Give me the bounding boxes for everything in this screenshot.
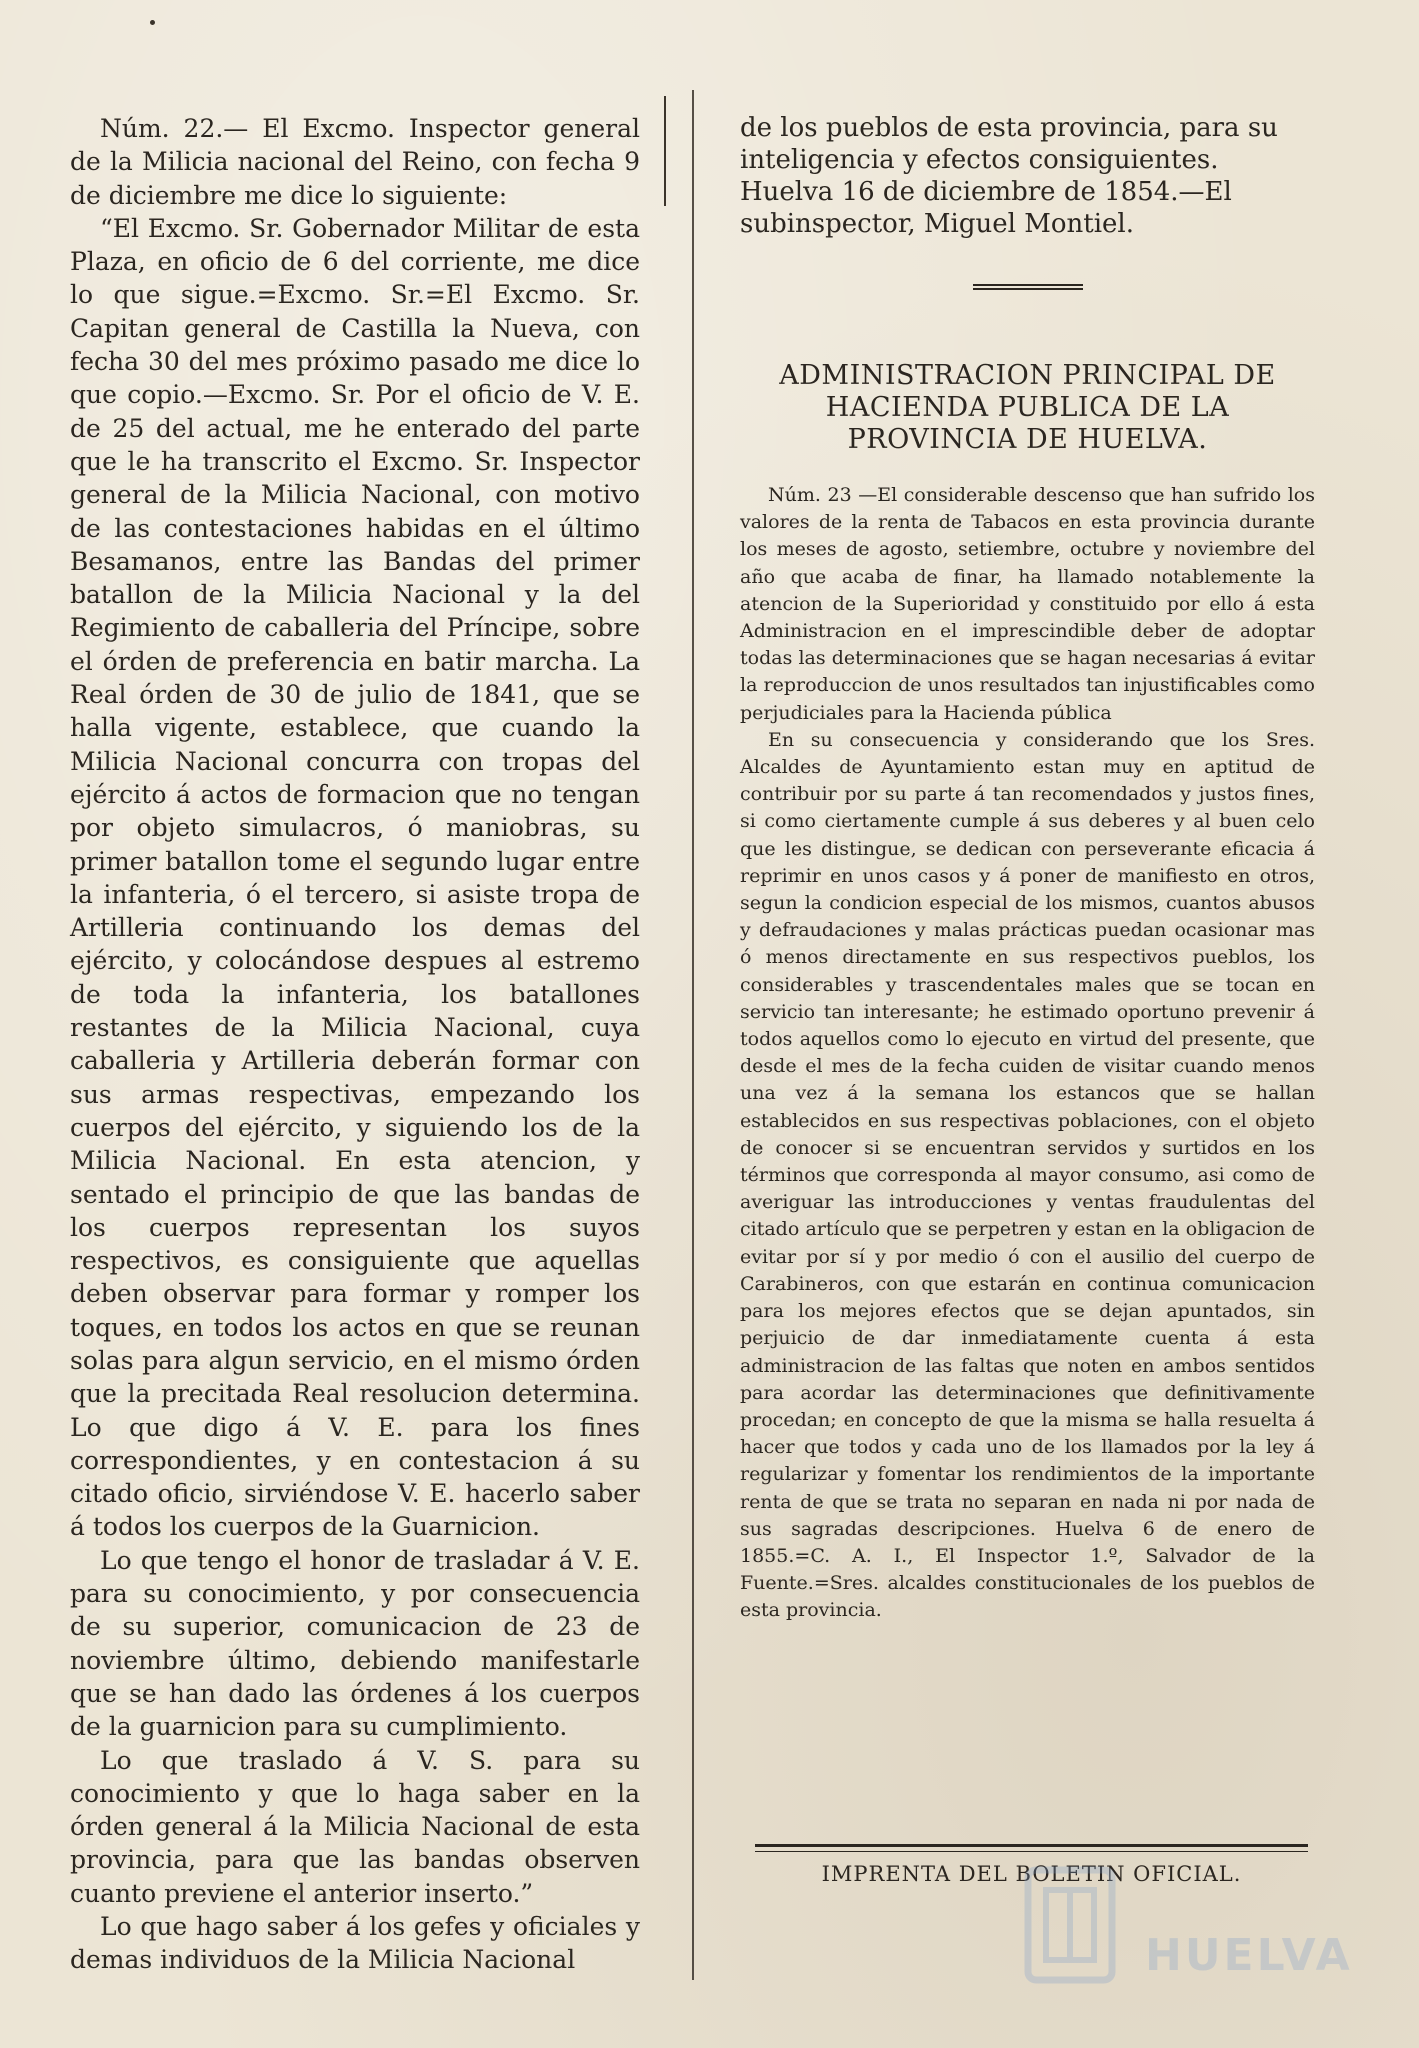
section-title: ADMINISTRACION PRINCIPAL DE HACIENDA PUBLICA DE LA PROVINCIA DE HUELVA. xyxy=(779,360,1276,455)
article-22-body: “El Excmo. Sr. Gobernador Militar de esta Plaza, en oficio de 6 del corriente, me dice lo que sigue.=Excmo. Sr.=El Excmo. Sr. Capitan general de Castilla la Nueva, con fecha 30 del mes próximo pasado me dice lo que copio.—Excmo. Sr. Por el oficio de V. E. de 25 del actual, me he enterado del parte que le ha transcrito el Excmo. Sr. Inspector general de la Milicia Nacional, con motivo de las contestaciones habidas en el último Besamanos, entre las Bandas del primer batallon de la Milicia Nacional y la del Regimiento de caballeria del Príncipe, sobre el órden de preferencia en batir marcha. La Real órden de 30 de julio de 1841, que se halla vigente, establece, que cuando la Milicia Nacional concurra con tropas del ejército á actos de formacion que no tengan por objeto simulacros, ó maniobras, su primer batallon tome el segundo lugar entre la infanteria, ó el tercero, si asiste tropa de Artilleria continuando los demas del ejército, y colocándose despues al estremo de toda la infanteria, los batallones restantes de la Milicia Nacional, cuya caballeria y Artilleria deberán formar con sus armas respectivas, empezando los cuerpos del ejército, y siguiendo los de la Milicia Nacional. En esta atencion, y sentado el principio de que las bandas de los cuerpos representan los suyos respectivos, es consiguiente que aquellas deben observar para formar y romper los toques, en todos los actos en que se reunan solas para algun servicio, en el mismo órden que la precitada Real resolucion determina. Lo que digo á V. E. para los fines correspondientes, y en contestacion á su citado oficio, sirviéndose V. E. hacerlo saber á todos los cuerpos de la Guarnicion. xyxy=(70,213,640,1542)
article-22-transfer: Lo que tengo el honor de trasladar á V. E. para su conocimiento, y por consecuencia de su superior, comunicacion de 23 de noviembre último, debiendo manifestarle que se han dado las órdenes á los cuerpos de la guarnicion para su cumplimiento. xyxy=(70,1545,640,1742)
article-22-intro: Núm. 22.— El Excmo. Inspector general de la Milicia nacional del Reino, con fecha 9 de diciembre me dice lo siguiente: xyxy=(70,114,640,210)
watermark-text: HUELVA xyxy=(1145,1930,1353,1981)
article-22-continuation: de los pueblos de esta provincia, para su inteligencia y efectos consiguientes. Huelva 16 de diciembre de 1854.—El subinspector, Miguel Montiel. xyxy=(740,113,1278,239)
archive-watermark xyxy=(1010,1860,1353,1990)
column-margin-mark xyxy=(664,96,666,206)
ink-speck xyxy=(150,20,155,25)
column-divider xyxy=(692,90,694,1980)
article-23-intro: Núm. 23 —El considerable descenso que han sufrido los valores de la renta de Tabacos en esta provincia durante los meses de agosto, setiembre, octubre y noviembre del año que acaba de finar, ha llamado notablemente la atencion de la Superioridad y constituido por ello á esta Administracion en el imprescindible deber de adoptar todas las determinaciones que se hagan necesarias á evitar la reproduccion de unos resultados tan injustificables como perjudiciales para la Hacienda pública xyxy=(740,484,1315,724)
article-22-order: Lo que traslado á V. S. para su conocimiento y que lo haga saber en la órden general á la Milicia Nacional de esta provincia, para que las bandas observen cuanto previene el anterior inserto.” xyxy=(70,1745,640,1908)
left-column xyxy=(70,112,640,1977)
section-separator xyxy=(973,284,1083,290)
footer-rule xyxy=(755,1844,1308,1852)
right-column xyxy=(740,112,1315,1625)
article-22-closing: Lo que hago saber á los gefes y oficiales y demas individuos de la Milicia Nacional xyxy=(70,1912,640,1975)
archive-emblem-icon xyxy=(1010,1860,1130,1990)
printer-imprint: IMPRENTA DEL BOLETIN OFICIAL. xyxy=(821,1862,1242,1886)
article-23-body: En su consecuencia y considerando que los Sres. Alcaldes de Ayuntamiento estan muy en aptitud de contribuir por su parte á tan recomendados y justos fines, si como ciertamente cumple á sus deberes y al buen celo que les distingue, se dedican con perseverante eficacia á reprimir en unos casos y á poner de manifiesto en otros, segun la condicion especial de los mismos, cuantos abusos y defraudaciones y malas prácticas puedan ocasionar mas ó menos directamente en sus respectivos pueblos, los considerables y trascendentales males que se tocan en servicio tan interesante; he estimado oportuno prevenir á todos aquellos como lo ejecuto en virtud del presente, que desde el mes de la fecha cuiden de visitar cuando menos una vez á la semana los estancos que se hallan establecidos en sus respectivas poblaciones, con el objeto de conocer si se encuentran servidos y surtidos en los términos que corresponda al mayor consumo, asi como de averiguar las introducciones y ventas fraudulentas del citado artículo que se perpetren y estan en la obligacion de evitar por sí y por medio ó con el ausilio del cuerpo de Carabineros, con que estarán en continua comunicacion para los mejores efectos que se dejan apuntados, sin perjuicio de dar inmediatamente cuenta á esta administracion de las faltas que noten en ambos sentidos para acordar las determinaciones que definitivamente procedan; en concepto de que la misma se halla resuelta á hacer que todos y cada uno de los llamados por la ley á regularizar y fomentar los rendimientos de la importante renta de que se trata no separan en nada ni por nada de sus sagradas descripciones. Huelva 6 de enero de 1855.=C. A. I., El Inspector 1.º, Salvador de la Fuente.=Sres. alcaldes constitucionales de los pueblos de esta provincia. xyxy=(740,728,1315,1622)
